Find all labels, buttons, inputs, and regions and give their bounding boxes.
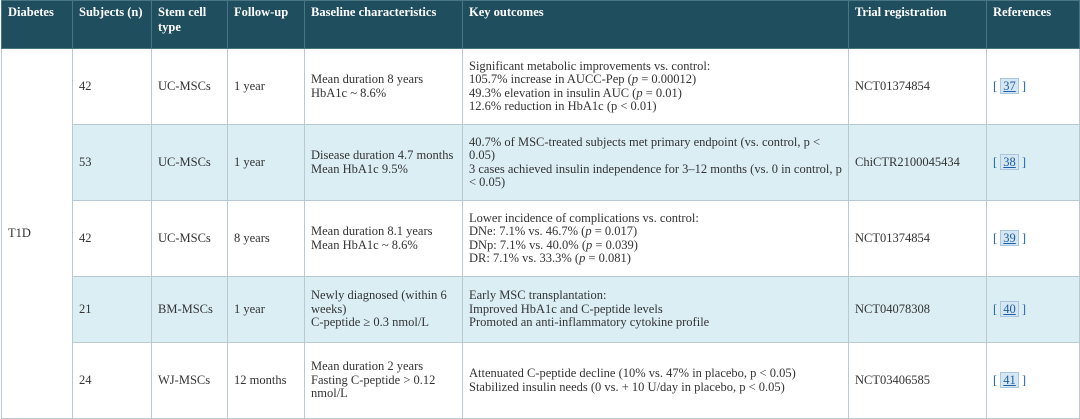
baseline-cell-line: Newly diagnosed (within 6 weeks) [311, 288, 447, 316]
reference-link[interactable]: 40 [1000, 301, 1019, 317]
reference-cell: [ 41 ] [987, 343, 1080, 419]
outcomes-cell [463, 125, 849, 201]
outcomes-cell [463, 277, 849, 343]
baseline-cell-line: C-peptide ≥ 0.3 nmol/L [311, 315, 429, 330]
table-header [2, 1, 1080, 49]
follow-up-cell: 8 years [228, 201, 305, 277]
outcomes-cell-line: Early MSC transplantation: [469, 288, 607, 303]
diabetes-type-cell: T1D [2, 49, 73, 419]
trial-registration-cell: ChiCTR2100045434 [849, 125, 987, 201]
subjects-cell: 53 [73, 125, 152, 201]
msc-trials-table [1, 0, 1080, 419]
outcomes-cell-line: DNe: 7.1% vs. 46.7% (p = 0.017) [469, 224, 638, 238]
reference-link[interactable]: 41 [1000, 372, 1019, 388]
outcomes-cell-line: Significant metabolic improvements vs. control: [469, 58, 711, 73]
trial-registration-cell: NCT04078308 [849, 277, 987, 343]
table-row [2, 125, 1080, 201]
reference-cell: [ 38 ] [987, 125, 1080, 201]
baseline-cell-line: Mean duration 2 years [311, 359, 424, 374]
stem-cell-type-cell: UC-MSCs [152, 49, 228, 125]
subjects-cell: 42 [73, 49, 152, 125]
outcomes-cell-line: Lower incidence of complications vs. control: [469, 210, 699, 225]
table-row [2, 343, 1080, 419]
outcomes-cell-line: 12.6% reduction in HbA1c (p < 0.01) [469, 99, 657, 113]
outcomes-cell-line: DR: 7.1% vs. 33.3% (p = 0.081) [469, 251, 631, 265]
baseline-cell-line: Mean duration 8 years [311, 72, 424, 86]
trial-registration-cell: NCT01374854 [849, 49, 987, 125]
outcomes-cell-line: Attenuated C-peptide decline (10% vs. 47% in placebo, p < 0.05) [469, 366, 796, 380]
follow-up-cell: 12 months [228, 343, 305, 419]
trial-registration-cell: NCT01374854 [849, 201, 987, 277]
reference-link[interactable]: 39 [1000, 230, 1019, 246]
reference-link[interactable]: 37 [1000, 78, 1019, 94]
baseline-cell-line: HbA1c ~ 8.6% [311, 85, 387, 100]
stem-cell-type-cell: WJ-MSCs [152, 343, 228, 419]
baseline-cell [305, 201, 463, 277]
header-references: References [987, 1, 1080, 49]
outcomes-cell [463, 343, 849, 419]
reference-cell: [ 40 ] [987, 277, 1080, 343]
follow-up-cell: 1 year [228, 125, 305, 201]
reference-cell: [ 39 ] [987, 201, 1080, 277]
follow-up-cell: 1 year [228, 277, 305, 343]
follow-up-cell: 1 year [228, 49, 305, 125]
outcomes-cell-line: Promoted an anti-inflammatory cytokine profile [469, 315, 710, 330]
header-key-outcomes: Key outcomes [463, 1, 849, 49]
baseline-cell [305, 277, 463, 343]
baseline-cell [305, 343, 463, 419]
header-diabetes: Diabetes [2, 1, 73, 49]
stem-cell-type-cell: UC-MSCs [152, 201, 228, 277]
outcomes-cell-line: DNp: 7.1% vs. 40.0% (p = 0.039) [469, 237, 638, 252]
header-baseline: Baseline characteristics [305, 1, 463, 49]
table-row [2, 49, 1080, 125]
outcomes-cell [463, 201, 849, 277]
outcomes-cell-line: 3 cases achieved insulin independence for 3–12 months (vs. 0 in control, p < 0.05) [469, 161, 842, 189]
reference-link[interactable]: 38 [1000, 154, 1019, 170]
table-body [2, 49, 1080, 419]
subjects-cell: 21 [73, 277, 152, 343]
stem-cell-type-cell: UC-MSCs [152, 125, 228, 201]
outcomes-cell-line: 49.3% elevation in insulin AUC (p = 0.01) [469, 85, 682, 100]
subjects-cell: 24 [73, 343, 152, 419]
outcomes-cell-line: Improved HbA1c and C-peptide levels [469, 301, 663, 316]
header-follow-up: Follow-up [228, 1, 305, 49]
baseline-cell-line: Mean HbA1c ~ 8.6% [311, 237, 418, 252]
table-row [2, 201, 1080, 277]
outcomes-cell-line: 40.7% of MSC-treated subjects met primary endpoint (vs. control, p < 0.05) [469, 134, 821, 162]
baseline-cell-line: Disease duration 4.7 months [311, 148, 454, 162]
header-stem-cell-type: Stem cell type [152, 1, 228, 49]
baseline-cell-line: Mean duration 8.1 years [311, 224, 433, 238]
stem-cell-type-cell: BM-MSCs [152, 277, 228, 343]
baseline-cell-line: Fasting C-peptide > 0.12 nmol/L [311, 372, 436, 401]
baseline-cell [305, 49, 463, 125]
outcomes-cell-line: 105.7% increase in AUCC-Pep (p = 0.00012) [469, 72, 697, 86]
baseline-cell-line: Mean HbA1c 9.5% [311, 161, 408, 176]
header-trial-registration: Trial registration [849, 1, 987, 49]
header-subjects: Subjects (n) [73, 1, 152, 49]
table-row [2, 277, 1080, 343]
trial-registration-cell: NCT03406585 [849, 343, 987, 419]
subjects-cell: 42 [73, 201, 152, 277]
outcomes-cell [463, 49, 849, 125]
baseline-cell [305, 125, 463, 201]
reference-cell: [ 37 ] [987, 49, 1080, 125]
outcomes-cell-line: Stabilized insulin needs (0 vs. + 10 U/day in placebo, p < 0.05) [469, 379, 785, 394]
